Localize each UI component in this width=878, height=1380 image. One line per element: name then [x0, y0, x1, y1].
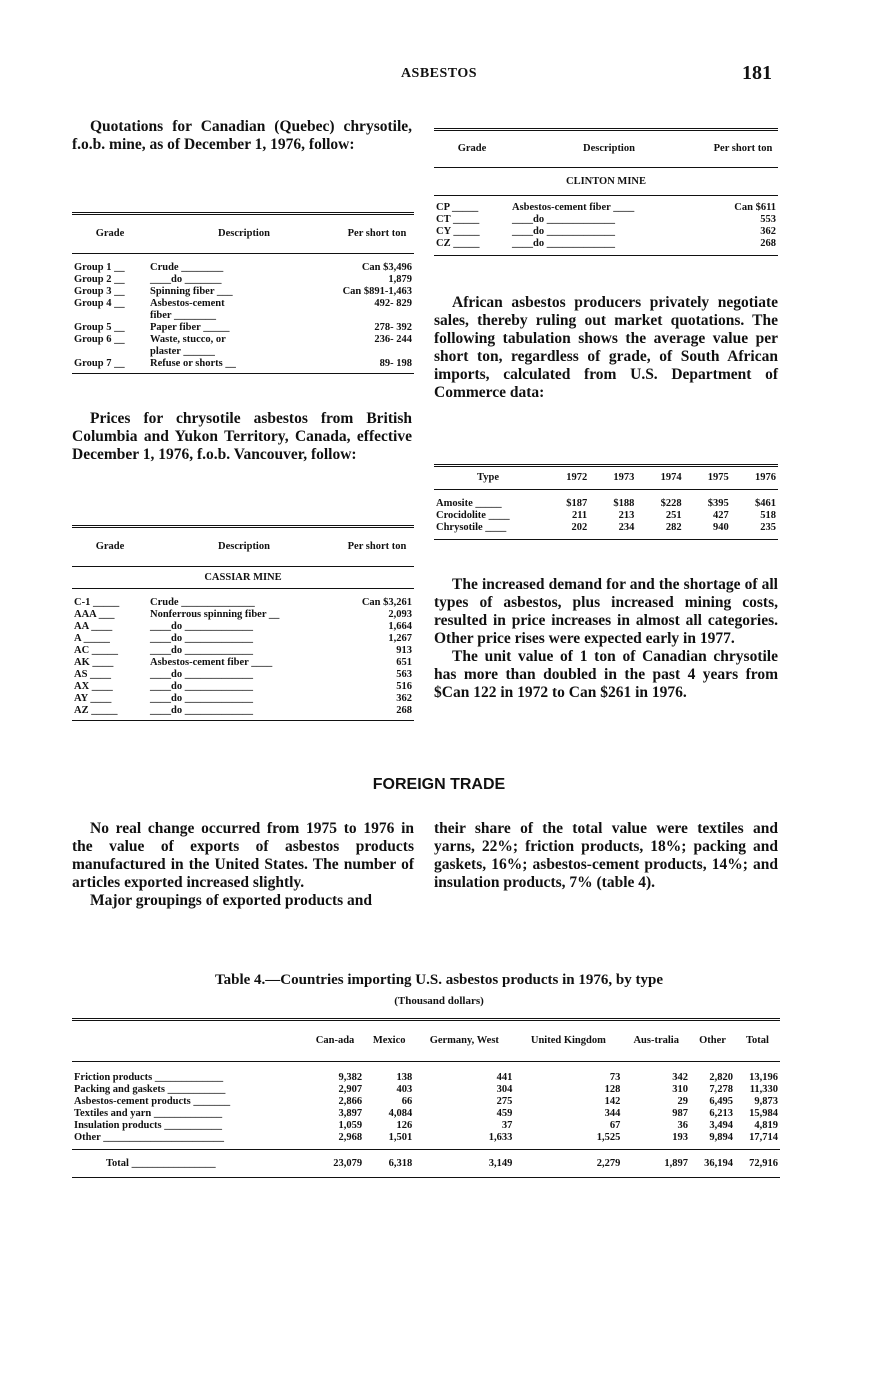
grade-cell: AK ____ [74, 656, 114, 668]
description-cell: Nonferrous spinning fiber __ [150, 608, 280, 620]
description-cell: Spinning fiber ___ [150, 285, 233, 297]
price-cell: 651 [396, 656, 412, 668]
table-row [434, 202, 778, 214]
description-cell: ____do _____________ [150, 632, 253, 644]
intro-quebec-paragraph: Quotations for Canadian (Quebec) chrysotile, f.o.b. mine, as of December 1, 1976, follow: [72, 118, 412, 153]
price-cell: 2,093 [388, 608, 412, 620]
description-cell: Asbestos-cement fiber ____ [150, 656, 273, 668]
price-cell: 1,267 [388, 632, 412, 644]
price-cell: 268 [396, 704, 412, 716]
table-row [72, 334, 414, 346]
table-row [434, 510, 778, 522]
price-cell: 1,879 [388, 273, 412, 285]
price-cell: Can $611 [734, 201, 776, 213]
table-row [72, 1084, 780, 1096]
col-header-grade: Grade [95, 541, 125, 552]
price-cell: 1,664 [388, 620, 412, 632]
table-row [72, 657, 414, 669]
cassiar-price-table [72, 525, 414, 721]
description-cell: ____do _____________ [150, 620, 253, 632]
african-paragraph: African asbestos producers privately negotiate sales, thereby ruling out market quotations. The following tabulation shows the average value per short ton, regardless of grade, of South African imports, calculated from U.S. Department of Commerce data: [434, 294, 778, 401]
table-row [72, 1096, 780, 1108]
total-value: 2,279 [596, 1157, 621, 1169]
table-row [434, 214, 778, 226]
table-row [72, 1132, 780, 1144]
total-label: Total ________________ [106, 1157, 216, 1169]
grade-cell: AY ____ [74, 692, 112, 704]
grade-cell: CT _____ [436, 213, 480, 225]
col-header-grade: Grade [95, 228, 125, 239]
value-1976: 518 [760, 509, 776, 521]
running-header: ASBESTOS [400, 66, 478, 81]
value-other: 7,278 [709, 1083, 733, 1095]
table-row [72, 346, 414, 358]
description-cell: Waste, stucco, or [150, 333, 226, 345]
value-australia: 29 [677, 1095, 689, 1107]
value-uk: 142 [604, 1095, 621, 1107]
grade-cell: A _____ [74, 632, 110, 644]
table-row [72, 669, 414, 681]
value-mexico: 1,501 [388, 1131, 413, 1143]
description-cell: ____do _____________ [150, 668, 253, 680]
table-row [72, 693, 414, 705]
clinton-price-table [434, 128, 778, 256]
grade-cell: Group 2 __ [74, 273, 125, 285]
col-header-price: Per short ton [713, 143, 773, 154]
type-cell: Amosite _____ [436, 497, 502, 509]
grade-cell [72, 346, 148, 358]
demand-paragraph [434, 576, 778, 702]
table-row [72, 597, 414, 609]
type-cell: Crocidolite ____ [436, 509, 510, 521]
total-value: 1,897 [664, 1157, 689, 1169]
value-total: 9,873 [754, 1095, 778, 1107]
value-australia: 342 [672, 1071, 689, 1083]
table-row [72, 681, 414, 693]
grade-cell: C-1 _____ [74, 596, 120, 608]
foreign-trade-para-1: No real change occurred from 1975 to 1976 in the value of exports of asbestos products manufactured in the United States. The number of articles exported increased slightly. [72, 820, 414, 891]
value-1972: $187 [566, 497, 588, 509]
grade-cell: Group 5 __ [74, 321, 125, 333]
value-other: 3,494 [709, 1119, 733, 1131]
product-type-cell: Friction products _____________ [74, 1071, 224, 1083]
table-4 [72, 1018, 780, 1178]
product-type-cell: Textiles and yarn _____________ [74, 1107, 223, 1119]
grade-cell: Group 4 __ [74, 297, 125, 309]
product-type-cell: Packing and gaskets ___________ [74, 1083, 226, 1095]
price-cell: Can $3,496 [361, 261, 412, 273]
table-row [434, 226, 778, 238]
description-cell: ____do _____________ [150, 644, 253, 656]
col-header-grade: Grade [457, 143, 487, 154]
price-cell: 516 [396, 680, 412, 692]
description-cell: Paper fiber _____ [150, 321, 230, 333]
grade-cell: Group 7 __ [74, 357, 125, 369]
value-1974: $228 [660, 497, 682, 509]
value-1974: 282 [665, 521, 682, 533]
table-row [72, 633, 414, 645]
col-header-type: Type [477, 472, 499, 483]
unit-value-text: The unit value of 1 ton of Canadian chrysotile has more than doubled in the past 4 years from $Can 122 in 1972 to Can $261 in 1976. [434, 648, 778, 701]
product-type-cell: Other _______________________ [74, 1131, 225, 1143]
description-cell: fiber ________ [150, 309, 217, 321]
col-header-description: Description [218, 541, 270, 552]
description-cell: Refuse or shorts __ [150, 357, 236, 369]
description-cell: Crude ______________ [150, 596, 255, 608]
value-1973: $188 [613, 497, 635, 509]
grade-cell: CZ _____ [436, 237, 480, 249]
table-row [72, 1120, 780, 1132]
value-uk: 67 [609, 1119, 621, 1131]
price-cell [340, 310, 414, 322]
grade-cell: Group 1 __ [74, 261, 125, 273]
value-west-germany: 441 [496, 1071, 513, 1083]
price-cell: 362 [760, 225, 776, 237]
description-cell: Asbestos-cement [150, 297, 225, 309]
grade-cell: Group 6 __ [74, 333, 125, 345]
table-row [72, 358, 414, 370]
value-west-germany: 275 [496, 1095, 513, 1107]
description-cell: ____do _____________ [512, 237, 615, 249]
price-cell: 89- 198 [379, 357, 412, 369]
price-cell: 236- 244 [374, 333, 412, 345]
total-value: 23,079 [333, 1157, 363, 1169]
table-row [72, 645, 414, 657]
mine-subheader: CLINTON MINE [565, 175, 647, 187]
col-header-1976: 1976 [755, 472, 776, 483]
grade-cell [72, 310, 148, 322]
price-cell: 563 [396, 668, 412, 680]
grade-cell: CP _____ [436, 201, 479, 213]
value-mexico: 66 [401, 1095, 413, 1107]
value-mexico: 403 [396, 1083, 413, 1095]
value-uk: 344 [604, 1107, 621, 1119]
table-row [72, 621, 414, 633]
value-mexico: 126 [396, 1119, 413, 1131]
table-row [72, 1108, 780, 1120]
value-uk: 128 [604, 1083, 621, 1095]
price-cell [340, 346, 414, 358]
product-type-cell: Insulation products ___________ [74, 1119, 223, 1131]
foreign-trade-left [72, 820, 414, 910]
product-type-cell: Asbestos-cement products _______ [74, 1095, 231, 1107]
value-west-germany: 304 [496, 1083, 513, 1095]
col-header-country: Germany, West [429, 1035, 499, 1046]
value-other: 6,495 [709, 1095, 733, 1107]
quebec-price-table [72, 212, 414, 374]
value-total: 17,714 [749, 1131, 778, 1143]
value-1975: $395 [707, 497, 729, 509]
value-australia: 987 [672, 1107, 689, 1119]
col-header-price: Per short ton [347, 541, 407, 552]
price-cell: Can $891-1,463 [342, 285, 412, 297]
foreign-trade-right: their share of the total value were textiles and yarns, 22%; friction products, 18%; packing and gaskets, 16%; asbestos-cement products, 14%; and insulation products, 7% (table 4). [434, 820, 778, 891]
value-1972: 202 [571, 521, 588, 533]
demand-text: The increased demand for and the shortage of all types of asbestos, plus increased mining costs, resulted in price increases in almost all categories. Other price rises were expected early in 1977. [434, 576, 778, 647]
table-row [72, 298, 414, 310]
page-number: 181 [742, 62, 772, 84]
value-1972: 211 [572, 509, 588, 521]
description-cell: ____do _____________ [512, 213, 615, 225]
grade-cell: AX ____ [74, 680, 113, 692]
col-header-country: Other [699, 1035, 726, 1046]
col-header-description: Description [583, 143, 635, 154]
total-value: 36,194 [704, 1157, 733, 1169]
col-header-price: Per short ton [347, 228, 407, 239]
value-total: 13,196 [749, 1071, 778, 1083]
description-cell: ____do _____________ [150, 704, 253, 716]
value-west-germany: 37 [501, 1119, 513, 1131]
col-header-1975: 1975 [707, 472, 729, 483]
description-cell: ____do _____________ [150, 692, 253, 704]
col-header-description: Description [218, 228, 270, 239]
grade-cell: AS ____ [74, 668, 112, 680]
value-canada: 3,897 [338, 1107, 363, 1119]
col-header-country: United Kingdom [530, 1035, 606, 1046]
grade-cell: AAA ___ [74, 608, 115, 620]
value-1975: 940 [713, 521, 729, 533]
value-australia: 310 [672, 1083, 689, 1095]
value-other: 2,820 [709, 1071, 733, 1083]
grade-cell: AC _____ [74, 644, 119, 656]
value-canada: 1,059 [338, 1119, 363, 1131]
value-1973: 213 [618, 509, 635, 521]
table-4-subtitle: (Thousand dollars) [394, 995, 484, 1007]
table-row [72, 609, 414, 621]
value-1975: 427 [713, 509, 729, 521]
foreign-trade-para-2: Major groupings of exported products and [90, 892, 373, 909]
col-header-type [72, 1020, 306, 1062]
price-cell: 492- 829 [374, 297, 412, 309]
value-total: 11,330 [749, 1083, 778, 1095]
value-canada: 2,907 [338, 1083, 363, 1095]
value-total: 4,819 [754, 1119, 778, 1131]
value-australia: 193 [672, 1131, 689, 1143]
col-header-1972: 1972 [566, 472, 588, 483]
col-header-country: Total [746, 1035, 769, 1046]
value-canada: 2,866 [338, 1095, 363, 1107]
total-value: 6,318 [388, 1157, 413, 1169]
table-4-title: Table 4.—Countries importing U.S. asbestos products in 1976, by type [215, 972, 663, 988]
description-cell: ____do _____________ [512, 225, 615, 237]
value-uk: 1,525 [596, 1131, 621, 1143]
table-row [72, 274, 414, 286]
price-cell: 268 [760, 237, 776, 249]
table-row [434, 238, 778, 250]
description-cell: plaster ______ [150, 345, 215, 357]
total-value: 72,916 [749, 1157, 778, 1169]
value-australia: 36 [677, 1119, 689, 1131]
value-other: 9,894 [709, 1131, 733, 1143]
value-west-germany: 1,633 [488, 1131, 513, 1143]
value-mexico: 4,084 [388, 1107, 413, 1119]
type-cell: Chrysotile ____ [436, 521, 507, 533]
value-canada: 9,382 [338, 1071, 363, 1083]
grade-cell: Group 3 __ [74, 285, 125, 297]
price-cell: 362 [396, 692, 412, 704]
total-value: 3,149 [488, 1157, 513, 1169]
table-row [72, 322, 414, 334]
value-total: 15,984 [749, 1107, 778, 1119]
value-1976: $461 [755, 497, 776, 509]
value-1976: 235 [760, 521, 776, 533]
description-cell: ____do _____________ [150, 680, 253, 692]
table-row [72, 310, 414, 322]
table-row [72, 1072, 780, 1084]
mine-subheader: CASSIAR MINE [204, 571, 282, 583]
table-row [434, 498, 778, 510]
price-cell: 913 [396, 644, 412, 656]
price-cell: Can $3,261 [361, 596, 412, 608]
table-row [72, 286, 414, 298]
description-cell: ____do _______ [150, 273, 222, 285]
grade-cell: AA ____ [74, 620, 113, 632]
price-cell: 553 [760, 213, 776, 225]
value-west-germany: 459 [496, 1107, 513, 1119]
table-row [434, 522, 778, 534]
col-header-1973: 1973 [613, 472, 635, 483]
value-uk: 73 [609, 1071, 621, 1083]
description-cell: Crude ________ [150, 261, 224, 273]
value-mexico: 138 [396, 1071, 413, 1083]
intro-bc-paragraph: Prices for chrysotile asbestos from British Columbia and Yukon Territory, Canada, effective December 1, 1976, f.o.b. Vancouver, follow: [72, 410, 412, 463]
price-cell: 278- 392 [374, 321, 412, 333]
value-other: 6,213 [709, 1107, 733, 1119]
section-title: FOREIGN TRADE [372, 776, 506, 793]
description-cell: Asbestos-cement fiber ____ [512, 201, 635, 213]
value-1973: 234 [618, 521, 635, 533]
grade-cell: AZ _____ [74, 704, 118, 716]
col-header-1974: 1974 [660, 472, 682, 483]
table-row [72, 705, 414, 717]
col-header-country: Can-ada [315, 1035, 355, 1046]
col-header-country: Mexico [372, 1035, 406, 1046]
south-africa-table [434, 464, 778, 540]
value-canada: 2,968 [338, 1131, 363, 1143]
grade-cell: CY _____ [436, 225, 480, 237]
table-row [72, 262, 414, 274]
value-1974: 251 [665, 509, 682, 521]
col-header-country: Aus-tralia [633, 1035, 679, 1046]
